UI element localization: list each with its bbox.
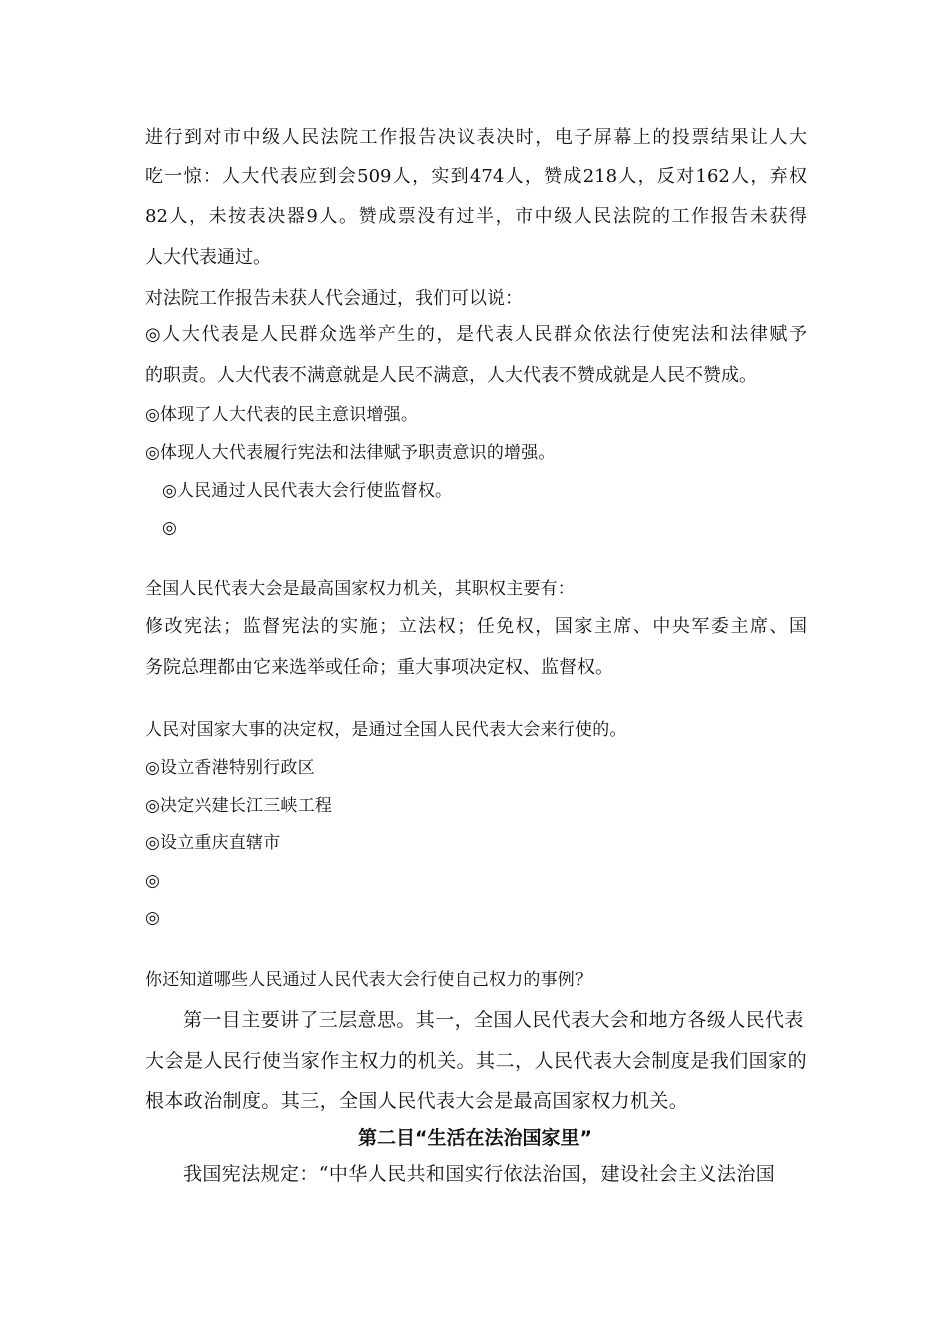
- decision-title: 人民对国家大事的决定权，是通过全国人民代表大会来行使的。: [145, 720, 627, 740]
- npc-powers-line-1: 修改宪法；监督宪法的实施；立法权；任免权，国家主席、中央军委主席、国: [145, 616, 807, 637]
- bullet2-line-5: ◎: [145, 908, 161, 928]
- para1-line-4: 人大代表通过。: [145, 247, 271, 268]
- bullet2-line-2: ◎决定兴建长江三峡工程: [145, 796, 333, 816]
- para1-line-3: 82人，未按表决器9人。赞成票没有过半，市中级人民法院的工作报告未获得: [145, 206, 807, 227]
- bullet1-line-3: ◎体现了人大代表的民主意识增强。: [145, 405, 419, 425]
- para1-line-2: 吃一惊：人大代表应到会509人，实到474人，赞成218人，反对162人，弃权: [145, 166, 807, 187]
- bullet1-line-4: ◎体现人大代表履行宪法和法律赋予职责意识的增强。: [145, 443, 556, 463]
- bullet2-line-3: ◎设立重庆直辖市: [145, 833, 281, 853]
- summary-line-2: 大会是人民行使当家作主权力的机关。其二，人民代表大会制度是我们国家的: [145, 1050, 807, 1072]
- summary-line-3: 根本政治制度。其三，全国人民代表大会是最高国家权力机关。: [145, 1090, 689, 1112]
- summary-line-1: 第一目主要讲了三层意思。其一，全国人民代表大会和地方各级人民代表: [183, 1009, 804, 1031]
- intro-line: 对法院工作报告未获人代会通过，我们可以说：: [145, 288, 523, 309]
- bullet1-line-2: 的职责。人大代表不满意就是人民不满意，人大代表不赞成就是人民不赞成。: [145, 365, 757, 386]
- bullet2-line-4: ◎: [145, 871, 161, 891]
- bullet1-line-6: ◎: [162, 518, 178, 538]
- npc-title: 全国人民代表大会是最高国家权力机关，其职权主要有：: [145, 579, 575, 599]
- npc-powers-line-2: 务院总理都由它来选举或任命；重大事项决定权、监督权。: [145, 657, 613, 678]
- bullet2-line-1: ◎设立香港特别行政区: [145, 758, 315, 778]
- constitution-line: 我国宪法规定：“中华人民共和国实行依法治国，建设社会主义法治国: [183, 1163, 776, 1185]
- para1-line-1: 进行到对市中级人民法院工作报告决议表决时，电子屏幕上的投票结果让人大: [145, 127, 807, 148]
- bullet1-line-1: ◎人大代表是人民群众选举产生的，是代表人民群众依法行使宪法和法律赋予: [145, 324, 807, 345]
- question-line: 你还知道哪些人民通过人民代表大会行使自己权力的事例？: [145, 970, 593, 990]
- bullet1-line-5: ◎人民通过人民代表大会行使监督权。: [162, 481, 453, 501]
- section-heading: 第二目“生活在法治国家里”: [358, 1127, 592, 1149]
